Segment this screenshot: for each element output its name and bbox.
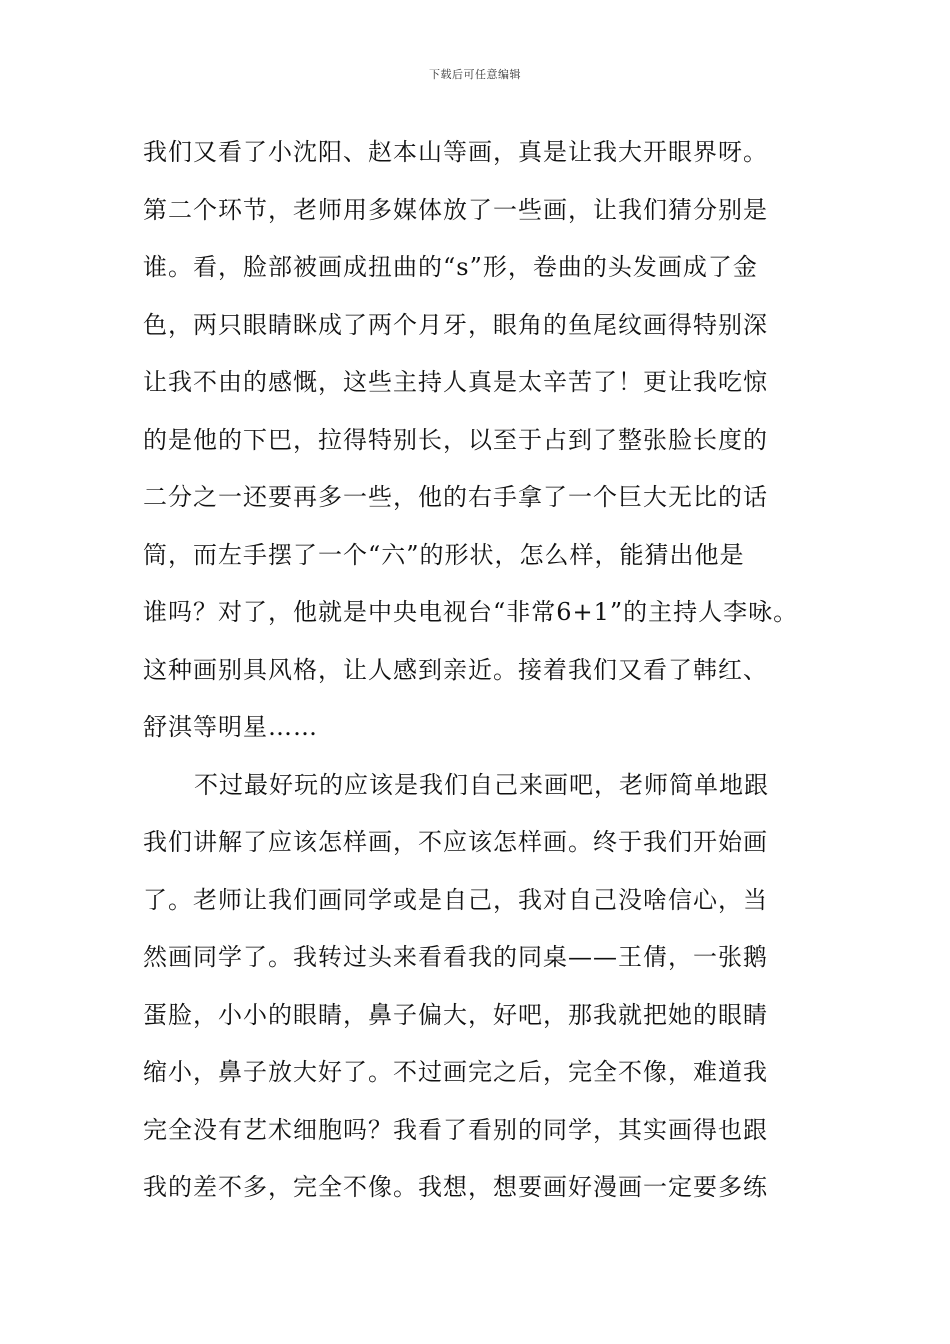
text-line: 的是他的下巴，拉得特别长，以至于占到了整张脸长度的 [143,425,768,454]
text-line: 蛋脸，小小的眼睛，鼻子偏大，好吧，那我就把她的眼睛 [143,1000,768,1029]
text-line: 我的差不多，完全不像。我想，想要画好漫画一定要多练 [143,1173,768,1201]
document-body [143,124,823,1217]
text-line: 让我不由的感慨，这些主持人真是太辛苦了！更让我吃惊 [143,368,768,396]
text-line: 我们讲解了应该怎样画，不应该怎样画。终于我们开始画 [143,828,768,856]
paragraph-first-line: 不过最好玩的应该是我们自己来画吧，老师简单地跟 [194,770,769,799]
text-line: 谁。看，脸部被画成扭曲的“s”形，卷曲的头发画成了金 [143,253,758,281]
page-header: 下载后可任意编辑 [429,68,521,81]
text-line: 我们又看了小沈阳、赵本山等画，真是让我大开眼界呀。 [143,138,768,166]
text-line: 缩小，鼻子放大好了。不过画完之后，完全不像，难道我 [143,1058,768,1086]
text-line: 二分之一还要再多一些，他的右手拿了一个巨大无比的话 [143,483,768,511]
text-line: 第二个环节，老师用多媒体放了一些画，让我们猜分别是 [143,195,768,224]
text-line: 了。老师让我们画同学或是自己，我对自己没啥信心，当 [143,885,768,914]
text-line: 完全没有艺术细胞吗？我看了看别的同学，其实画得也跟 [143,1115,768,1144]
text-line: 色，两只眼睛眯成了两个月牙，眼角的鱼尾纹画得特别深 [143,310,768,339]
text-line: 这种画别具风格，让人感到亲近。接着我们又看了韩红、 [143,655,768,684]
text-line: 筒，而左手摆了一个“六”的形状，怎么样，能猜出他是 [143,540,745,569]
text-line: 谁吗？对了，他就是中央电视台“非常6+1”的主持人李咏。 [143,598,799,626]
text-line: 然画同学了。我转过头来看看我的同桌——王倩，一张鹅 [143,943,768,971]
text-line: 舒淇等明星…… [143,713,318,741]
